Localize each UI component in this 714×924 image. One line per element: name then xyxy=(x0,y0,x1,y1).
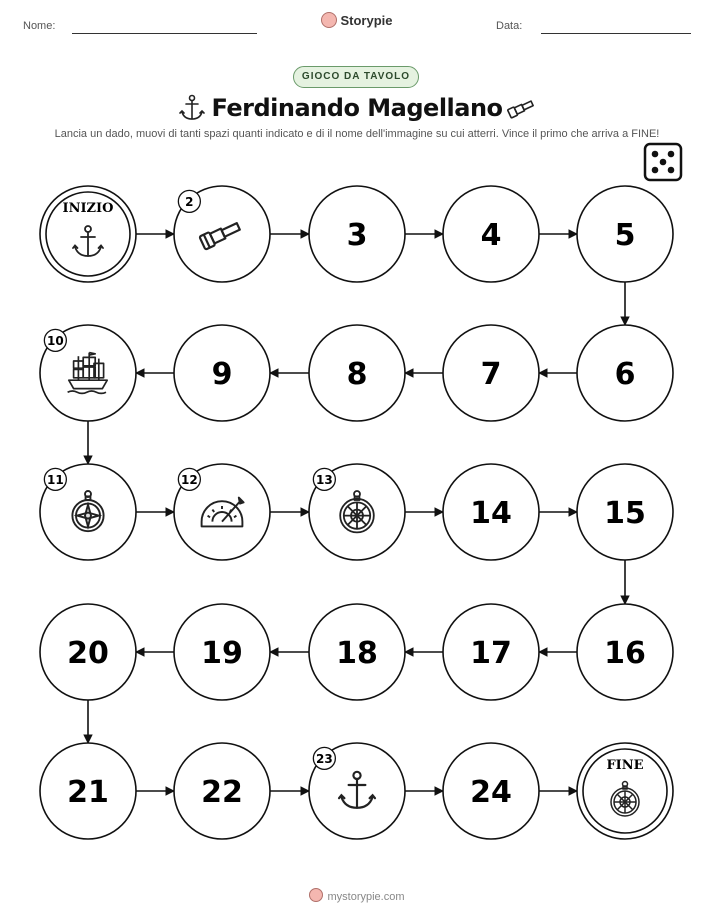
board-cell-12 xyxy=(174,464,270,560)
board-cell-3 xyxy=(309,186,405,282)
board-cell-24 xyxy=(443,743,539,839)
board-cell-18 xyxy=(309,604,405,700)
cell-number: 18 xyxy=(336,636,378,671)
cell-number: 17 xyxy=(470,636,512,671)
board-cell-22 xyxy=(174,743,270,839)
footer xyxy=(0,888,714,903)
board-cell-5 xyxy=(577,186,673,282)
board-cell-1 xyxy=(40,186,136,282)
board-cells xyxy=(40,186,673,839)
cell-number: 22 xyxy=(201,775,243,810)
board-cell-9 xyxy=(174,325,270,421)
cell-number: 20 xyxy=(67,636,109,671)
board-cell-25 xyxy=(577,743,673,839)
end-label: FINE xyxy=(606,758,644,773)
board-cell-6 xyxy=(577,325,673,421)
board-cell-21 xyxy=(40,743,136,839)
cell-number: 14 xyxy=(470,496,512,531)
pig-icon xyxy=(309,888,323,902)
date-label: Data: xyxy=(496,20,523,32)
cell-number: 12 xyxy=(181,472,198,487)
instructions: Lancia un dado, muovi di tanti spazi quanti indicato e di il nome dell'immagine su cui atterri. Vince il primo che arriva a FINE! xyxy=(54,128,660,140)
cell-number: 6 xyxy=(614,357,636,392)
cell-number: 8 xyxy=(346,357,368,392)
cell-number: 7 xyxy=(480,357,502,392)
board-cell-20 xyxy=(40,604,136,700)
category-badge: GIOCO DA TAVOLO xyxy=(293,66,419,88)
board-cell-16 xyxy=(577,604,673,700)
cell-number: 4 xyxy=(480,218,502,253)
board-cell-2 xyxy=(174,186,270,282)
cell-number: 11 xyxy=(47,472,64,487)
board-cell-11 xyxy=(40,464,136,560)
cell-number: 19 xyxy=(201,636,243,671)
footer-url[interactable]: mystorypie.com xyxy=(327,891,405,903)
cell-number: 9 xyxy=(211,357,233,392)
board-cell-13 xyxy=(309,464,405,560)
cell-number: 16 xyxy=(604,636,646,671)
cell-number: 13 xyxy=(316,472,333,487)
cell-number: 15 xyxy=(604,496,646,531)
cell-number: 21 xyxy=(67,775,109,810)
board-cell-4 xyxy=(443,186,539,282)
cell-number: 2 xyxy=(185,194,194,209)
board-cell-14 xyxy=(443,464,539,560)
cell-number: 10 xyxy=(47,333,64,348)
cell-number: 5 xyxy=(614,218,636,253)
board-cell-7 xyxy=(443,325,539,421)
board-cell-10 xyxy=(40,325,136,421)
board-cell-19 xyxy=(174,604,270,700)
cell-number: 23 xyxy=(316,751,333,766)
board-cell-8 xyxy=(309,325,405,421)
page-title: Ferdinando Magellano xyxy=(211,94,503,122)
board-cell-15 xyxy=(577,464,673,560)
name-label: Nome: xyxy=(23,20,56,32)
cell-number: 24 xyxy=(470,775,512,810)
start-label: INIZIO xyxy=(62,201,114,216)
cell-number: 3 xyxy=(346,218,368,253)
board-cell-23 xyxy=(309,743,405,839)
board-cell-17 xyxy=(443,604,539,700)
brand-name: Storypie xyxy=(340,13,393,28)
